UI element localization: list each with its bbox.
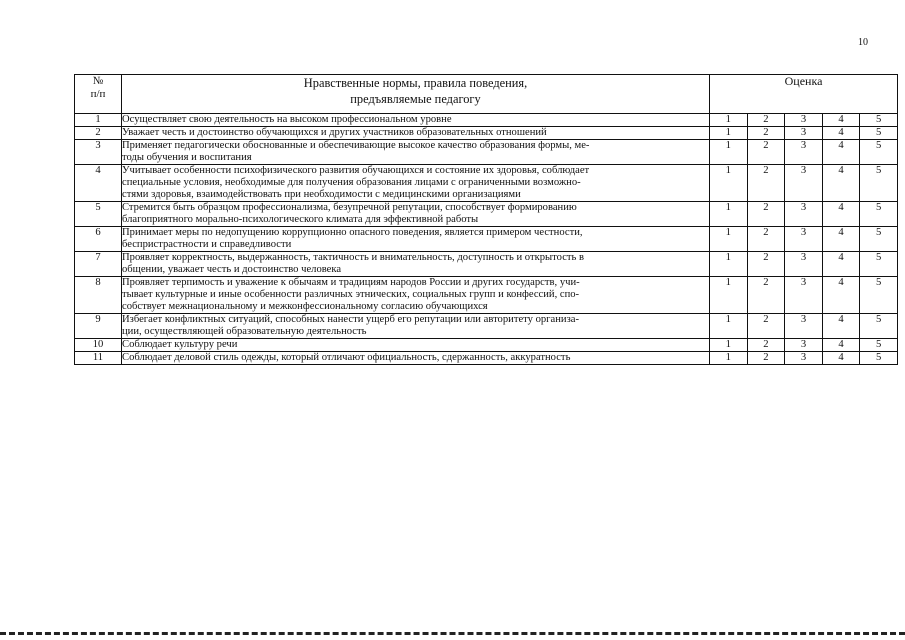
rating-cell-2: 2 (747, 165, 785, 202)
norm-description-line: специальные условия, необходимые для получения образования лицами с ограниченными возможно- (122, 177, 581, 188)
rating-cell-4: 4 (822, 140, 860, 165)
rating-cell-1: 1 (710, 114, 748, 127)
table-row (75, 202, 898, 227)
rating-cell-3: 3 (785, 339, 823, 352)
rating-cell-4: 4 (822, 352, 860, 365)
rating-cell-5: 5 (860, 165, 898, 202)
rating-cell-2: 2 (747, 252, 785, 277)
rating-cell-1: 1 (710, 352, 748, 365)
norm-description-line: Стремится быть образцом профессионализма, безупречной репутации, способствует формированию (122, 202, 577, 213)
norm-description-line: беспристрастности и справедливости (122, 239, 292, 250)
table-row (75, 339, 898, 352)
rating-cell-4: 4 (822, 252, 860, 277)
rating-cell-3: 3 (785, 114, 823, 127)
table-row (75, 314, 898, 339)
rating-cell-2: 2 (747, 140, 785, 165)
norm-description-line: Применяет педагогически обоснованные и обеспечивающие высокое качество образования формы, ме- (122, 140, 590, 151)
row-number: 2 (75, 127, 122, 140)
rating-cell-4: 4 (822, 227, 860, 252)
rating-cell-1: 1 (710, 314, 748, 339)
table-row (75, 252, 898, 277)
norm-description-line: стями здоровья, взаимодействовать при необходимости с медицинскими организациями (122, 189, 521, 200)
rating-cell-1: 1 (710, 339, 748, 352)
rating-cell-4: 4 (822, 165, 860, 202)
norm-description (122, 252, 710, 277)
row-number: 10 (75, 339, 122, 352)
row-number: 3 (75, 140, 122, 165)
norm-description-line: общении, уважает честь и достоинство человека (122, 264, 342, 275)
norm-description-line: Соблюдает культуру речи (122, 339, 238, 350)
rating-cell-3: 3 (785, 140, 823, 165)
rating-cell-5: 5 (860, 114, 898, 127)
table-row (75, 165, 898, 202)
rating-cell-5: 5 (860, 277, 898, 314)
norm-description (122, 202, 710, 227)
norm-description-line: Принимает меры по недопущению коррупционно опасного поведения, является примером честности, (122, 227, 583, 238)
norm-description-line: Избегает конфликтных ситуаций, способных нанести ущерб его репутации или авторитету организа- (122, 314, 579, 325)
norm-description-line: тывает культурные и иные особенности различных этнических, социальных групп и конфессий, спо- (122, 289, 580, 300)
rating-cell-3: 3 (785, 165, 823, 202)
rating-cell-3: 3 (785, 127, 823, 140)
row-number: 11 (75, 352, 122, 365)
norm-description-line: благоприятного морально-психологического климата для эффективной работы (122, 214, 479, 225)
norm-description-line: тоды обучения и воспитания (122, 152, 252, 163)
header-norms-cell (122, 75, 710, 114)
norm-description (122, 277, 710, 314)
table-row (75, 352, 898, 365)
norm-description-line: Проявляет корректность, выдержанность, тактичность и внимательность, доступность и открытость в (122, 252, 585, 263)
rating-cell-4: 4 (822, 127, 860, 140)
table-body (75, 114, 898, 365)
rating-cell-3: 3 (785, 314, 823, 339)
rating-cell-1: 1 (710, 227, 748, 252)
rating-cell-2: 2 (747, 127, 785, 140)
norm-description-line: Проявляет терпимость и уважение к обычаям и традициям народов России и других государств, учи- (122, 277, 580, 288)
row-number: 4 (75, 165, 122, 202)
row-number: 7 (75, 252, 122, 277)
rating-cell-1: 1 (710, 252, 748, 277)
row-number: 9 (75, 314, 122, 339)
rating-cell-4: 4 (822, 114, 860, 127)
table-row (75, 277, 898, 314)
table-row (75, 114, 898, 127)
header-norms-line-2: предъявляемые педагогу (350, 92, 481, 106)
header-number-label: № (92, 75, 104, 87)
scan-bottom-edge (0, 632, 905, 635)
header-number-cell (75, 75, 122, 114)
norm-description (122, 227, 710, 252)
norm-description (122, 165, 710, 202)
rating-cell-5: 5 (860, 227, 898, 252)
rating-cell-5: 5 (860, 352, 898, 365)
rating-cell-2: 2 (747, 339, 785, 352)
ethics-norms-table (74, 74, 898, 365)
row-number: 8 (75, 277, 122, 314)
norm-description-line: Соблюдает деловой стиль одежды, который отличают официальность, сдержанность, аккуратность (122, 352, 571, 363)
norm-description (122, 127, 710, 140)
rating-cell-4: 4 (822, 339, 860, 352)
norm-description-line: собствует межнациональному и межконфессиональному согласию обучающихся (122, 301, 488, 312)
norm-description (122, 314, 710, 339)
rating-cell-5: 5 (860, 339, 898, 352)
rating-cell-1: 1 (710, 202, 748, 227)
norm-description-line: Учитывает особенности психофизического развития обучающихся и состояние их здоровья, соблюдает (122, 165, 590, 176)
rating-cell-4: 4 (822, 277, 860, 314)
rating-cell-3: 3 (785, 252, 823, 277)
norm-description-line: ции, осуществляющей образовательную деятельность (122, 326, 367, 337)
rating-cell-3: 3 (785, 352, 823, 365)
rating-cell-4: 4 (822, 314, 860, 339)
header-norms-line-1: Нравственные нормы, правила поведения, (303, 76, 528, 90)
table-row (75, 227, 898, 252)
header-number-sublabel: п/п (90, 88, 106, 100)
rating-cell-2: 2 (747, 314, 785, 339)
rating-cell-5: 5 (860, 202, 898, 227)
page-number: 10 (858, 37, 868, 48)
rating-cell-2: 2 (747, 114, 785, 127)
rating-cell-5: 5 (860, 314, 898, 339)
rating-cell-5: 5 (860, 140, 898, 165)
norm-description (122, 339, 710, 352)
row-number: 5 (75, 202, 122, 227)
row-number: 1 (75, 114, 122, 127)
norm-description (122, 352, 710, 365)
rating-cell-5: 5 (860, 252, 898, 277)
rating-cell-5: 5 (860, 127, 898, 140)
rating-cell-4: 4 (822, 202, 860, 227)
rating-cell-3: 3 (785, 227, 823, 252)
norm-description (122, 114, 710, 127)
norm-description (122, 140, 710, 165)
table-row (75, 140, 898, 165)
rating-cell-3: 3 (785, 202, 823, 227)
table-row (75, 127, 898, 140)
rating-cell-2: 2 (747, 227, 785, 252)
rating-cell-1: 1 (710, 140, 748, 165)
rating-cell-1: 1 (710, 277, 748, 314)
table-header-row (75, 75, 898, 114)
row-number: 6 (75, 227, 122, 252)
norm-description-line: Осуществляет свою деятельность на высоком профессиональном уровне (122, 114, 452, 125)
rating-cell-2: 2 (747, 202, 785, 227)
norm-description-line: Уважает честь и достоинство обучающихся и других участников образовательных отношений (122, 127, 547, 138)
header-rating-cell: Оценка (710, 75, 898, 114)
rating-cell-3: 3 (785, 277, 823, 314)
rating-cell-2: 2 (747, 277, 785, 314)
rating-cell-1: 1 (710, 127, 748, 140)
rating-cell-2: 2 (747, 352, 785, 365)
rating-cell-1: 1 (710, 165, 748, 202)
